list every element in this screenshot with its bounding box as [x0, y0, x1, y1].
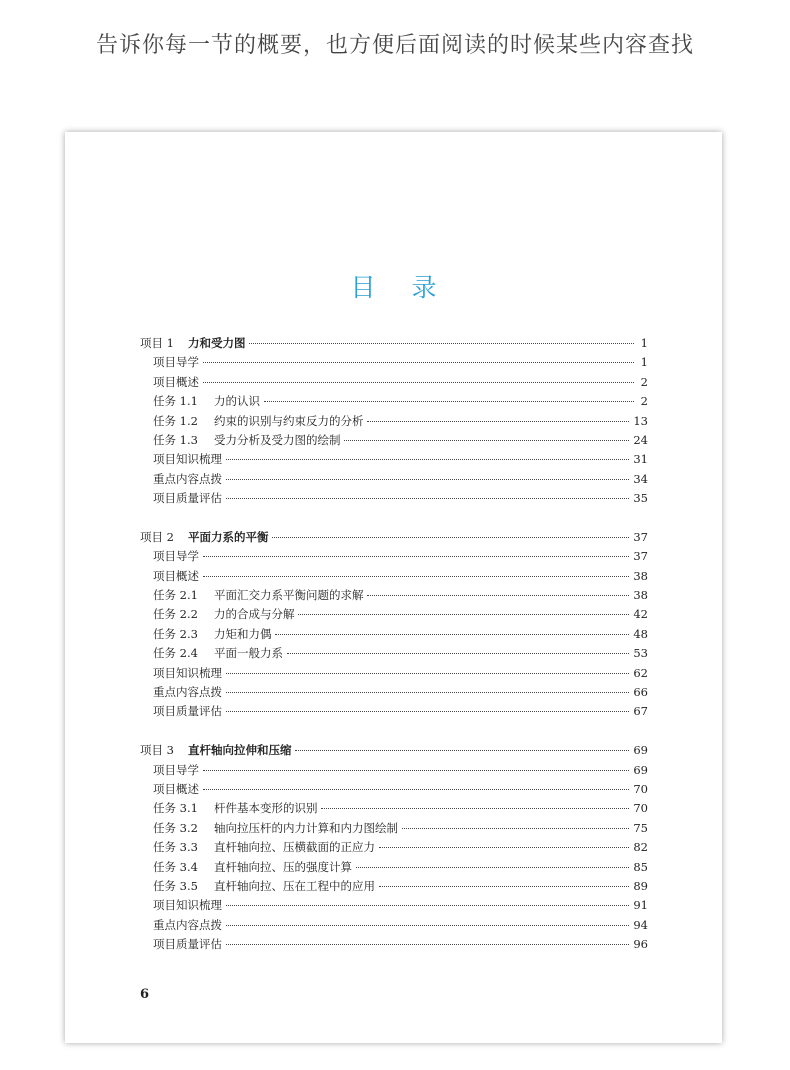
- entry-page: 42: [633, 607, 648, 622]
- entry-title: 项目知识梳理: [153, 452, 222, 467]
- entry-number: 任务 3.2: [153, 820, 198, 835]
- entry-page: 85: [633, 859, 648, 874]
- dot-leader: [203, 576, 629, 577]
- dot-leader: [379, 847, 629, 848]
- entry-title: 平面力系的平衡: [187, 529, 269, 544]
- entry-number: 项目 1: [140, 336, 174, 350]
- dot-leader: [203, 770, 629, 771]
- toc-entry[interactable]: [140, 568, 648, 587]
- dot-leader: [203, 382, 634, 383]
- toc-group: [140, 529, 648, 723]
- entry-title: 项目质量评估: [153, 491, 222, 506]
- entry-number: 任务 3.4: [153, 859, 198, 874]
- toc-entry[interactable]: [140, 684, 648, 703]
- dot-leader: [226, 479, 629, 480]
- entry-title: 杆件基本变形的识别: [213, 801, 318, 816]
- page-title: 目 录: [350, 273, 451, 302]
- entry-title: 力的合成与分解: [213, 607, 295, 622]
- dot-leader: [226, 692, 629, 693]
- entry-page: 31: [633, 452, 648, 467]
- entry-title: 项目概述: [153, 568, 199, 583]
- entry-page: 82: [633, 840, 648, 855]
- dot-leader: [367, 421, 629, 422]
- entry-number: 项目 2: [140, 529, 174, 544]
- entry-title: 受力分析及受力图的绘制: [213, 432, 341, 447]
- toc-entry[interactable]: [140, 820, 648, 839]
- dot-leader: [402, 828, 629, 829]
- toc-entry[interactable]: [140, 606, 648, 625]
- entry-title: 项目概述: [153, 374, 199, 389]
- dot-leader: [272, 537, 629, 538]
- toc-project-entry[interactable]: [140, 742, 648, 761]
- entry-number: 任务 3.3: [153, 840, 198, 855]
- dot-leader: [298, 614, 629, 615]
- toc-entry[interactable]: [140, 800, 648, 819]
- entry-page: 66: [633, 685, 648, 700]
- entry-number: 任务 1.2: [153, 413, 198, 428]
- dot-leader: [344, 440, 629, 441]
- page-number: 6: [140, 987, 150, 1002]
- dot-leader: [203, 362, 634, 363]
- entry-page: 94: [633, 917, 648, 932]
- entry-title: 直杆轴向拉伸和压缩: [187, 743, 292, 758]
- entry-title: 项目知识梳理: [153, 665, 222, 680]
- entry-number: 任务 3.5: [153, 878, 198, 893]
- toc-entry[interactable]: [140, 451, 648, 470]
- entry-title: 项目导学: [153, 762, 199, 777]
- toc-entry[interactable]: [140, 781, 648, 800]
- entry-title: 直杆轴向拉、压在工程中的应用: [213, 878, 375, 893]
- entry-number: 任务 1.1: [153, 394, 198, 409]
- toc-entry[interactable]: [140, 665, 648, 684]
- entry-title: 项目质量评估: [153, 704, 222, 719]
- entry-title: 项目概述: [153, 781, 199, 796]
- toc-entry[interactable]: [140, 878, 648, 897]
- entry-number: 任务 2.2: [153, 607, 198, 622]
- entry-title: 重点内容点拨: [153, 471, 222, 486]
- entry-page: 96: [633, 937, 648, 952]
- entry-page: 1: [640, 336, 648, 350]
- dot-leader: [249, 343, 634, 344]
- entry-title: 力的认识: [213, 394, 260, 409]
- dot-leader: [203, 789, 629, 790]
- entry-page: 69: [633, 743, 648, 758]
- dot-leader: [226, 498, 629, 499]
- entry-page: 75: [633, 820, 648, 835]
- dot-leader: [203, 556, 629, 557]
- dot-leader: [226, 944, 629, 945]
- toc-entry[interactable]: [140, 432, 648, 451]
- table-of-contents: [140, 335, 648, 975]
- entry-page: 91: [633, 898, 648, 913]
- entry-title: 力和受力图: [187, 336, 246, 350]
- entry-page: 70: [633, 781, 648, 796]
- entry-page: 67: [633, 704, 648, 719]
- dot-leader: [226, 711, 629, 712]
- dot-leader: [275, 634, 629, 635]
- dot-leader: [226, 925, 629, 926]
- dot-leader: [356, 867, 629, 868]
- dot-leader: [367, 595, 629, 596]
- toc-entry[interactable]: [140, 839, 648, 858]
- entry-page: 62: [633, 665, 648, 680]
- dot-leader: [379, 886, 629, 887]
- toc-entry[interactable]: [140, 626, 648, 645]
- entry-title: 项目质量评估: [153, 937, 222, 952]
- entry-page: 38: [633, 568, 648, 583]
- toc-group: [140, 742, 648, 955]
- entry-page: 70: [633, 801, 648, 816]
- toc-entry[interactable]: [140, 490, 648, 509]
- toc-entry[interactable]: [140, 936, 648, 955]
- toc-group: [140, 335, 648, 510]
- banner-caption: 告诉你每一节的概要，也方便后面阅读的时候某些内容查找: [95, 33, 694, 58]
- entry-title: 重点内容点拨: [153, 685, 222, 700]
- entry-number: 任务 3.1: [153, 801, 198, 816]
- toc-entry[interactable]: [140, 548, 648, 567]
- entry-page: 37: [633, 549, 648, 564]
- entry-title: 平面汇交力系平衡问题的求解: [213, 588, 364, 603]
- toc-entry[interactable]: [140, 374, 648, 393]
- entry-number: 任务 2.4: [153, 646, 198, 661]
- toc-entry[interactable]: [140, 354, 648, 373]
- toc-entry[interactable]: [140, 413, 648, 432]
- entry-page: 37: [633, 529, 648, 544]
- entry-number: 项目 3: [140, 743, 174, 758]
- entry-title: 力矩和力偶: [213, 626, 272, 641]
- dot-leader: [226, 459, 629, 460]
- toc-entry[interactable]: [140, 762, 648, 781]
- entry-title: 项目导学: [153, 549, 199, 564]
- entry-title: 直杆轴向拉、压的强度计算: [213, 859, 352, 874]
- entry-title: 轴向拉压杆的内力计算和内力图绘制: [213, 820, 398, 835]
- toc-entry[interactable]: [140, 393, 648, 412]
- entry-number: 任务 2.3: [153, 626, 198, 641]
- dot-leader: [287, 653, 629, 654]
- toc-entry[interactable]: [140, 645, 648, 664]
- toc-project-entry[interactable]: [140, 529, 648, 548]
- dot-leader: [321, 808, 629, 809]
- entry-number: 任务 2.1: [153, 588, 198, 603]
- toc-entry[interactable]: [140, 897, 648, 916]
- entry-page: 24: [633, 432, 648, 447]
- dot-leader: [264, 401, 634, 402]
- entry-page: 48: [633, 626, 648, 641]
- entry-title: 平面一般力系: [213, 646, 283, 661]
- entry-page: 38: [633, 588, 648, 603]
- entry-title: 项目导学: [153, 355, 199, 370]
- entry-page: 2: [640, 394, 648, 409]
- toc-project-entry[interactable]: [140, 335, 648, 354]
- entry-title: 重点内容点拨: [153, 917, 222, 932]
- entry-page: 2: [640, 374, 648, 389]
- toc-entry[interactable]: [140, 917, 648, 936]
- toc-entry[interactable]: [140, 471, 648, 490]
- entry-title: 直杆轴向拉、压横截面的正应力: [213, 840, 375, 855]
- toc-entry[interactable]: [140, 703, 648, 722]
- entry-page: 89: [633, 878, 648, 893]
- entry-page: 69: [633, 762, 648, 777]
- entry-page: 1: [640, 355, 648, 370]
- book-page: [65, 132, 722, 1043]
- toc-entry[interactable]: [140, 587, 648, 606]
- dot-leader: [295, 750, 629, 751]
- entry-page: 53: [633, 646, 648, 661]
- entry-title: 项目知识梳理: [153, 898, 222, 913]
- entry-page: 35: [633, 491, 648, 506]
- entry-number: 任务 1.3: [153, 432, 198, 447]
- entry-page: 13: [633, 413, 648, 428]
- toc-entry[interactable]: [140, 859, 648, 878]
- dot-leader: [226, 905, 629, 906]
- dot-leader: [226, 673, 629, 674]
- entry-page: 34: [633, 471, 648, 486]
- entry-title: 约束的识别与约束反力的分析: [213, 413, 364, 428]
